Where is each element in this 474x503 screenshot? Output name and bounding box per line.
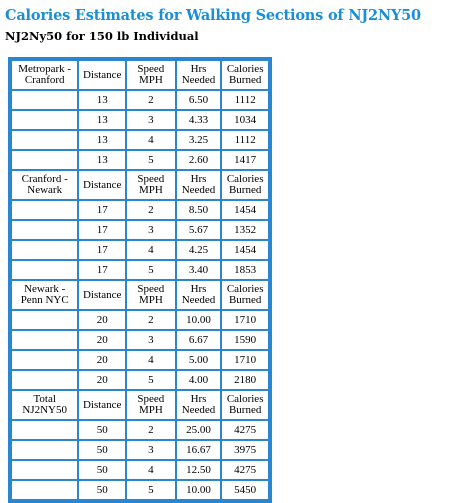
distance-cell: 17 bbox=[79, 241, 125, 259]
speed-cell: 4 bbox=[127, 461, 175, 479]
hours-cell: 12.50 bbox=[177, 461, 221, 479]
distance-cell: 50 bbox=[79, 441, 125, 459]
column-header: Speed MPH bbox=[127, 391, 175, 419]
column-header: Distance bbox=[79, 61, 125, 89]
table-row bbox=[12, 201, 268, 219]
table-row bbox=[12, 261, 268, 279]
hours-cell: 16.67 bbox=[177, 441, 221, 459]
section-header-row bbox=[12, 171, 268, 199]
table-row bbox=[12, 111, 268, 129]
speed-cell: 2 bbox=[127, 311, 175, 329]
calories-table-frame bbox=[8, 57, 272, 503]
table-row bbox=[12, 151, 268, 169]
column-header: Calories Burned bbox=[222, 61, 268, 89]
empty-cell bbox=[12, 371, 77, 389]
table-row bbox=[12, 221, 268, 239]
calories-cell: 4275 bbox=[222, 461, 268, 479]
empty-cell bbox=[12, 91, 77, 109]
empty-cell bbox=[12, 131, 77, 149]
empty-cell bbox=[12, 261, 77, 279]
section-name: Cranford - Newark bbox=[12, 171, 77, 199]
calories-cell: 5450 bbox=[222, 481, 268, 499]
section-header-row bbox=[12, 281, 268, 309]
speed-cell: 5 bbox=[127, 371, 175, 389]
hours-cell: 3.40 bbox=[177, 261, 221, 279]
section-header-row bbox=[12, 61, 268, 89]
table-row bbox=[12, 481, 268, 499]
table-row bbox=[12, 241, 268, 259]
table-row bbox=[12, 421, 268, 439]
speed-cell: 5 bbox=[127, 261, 175, 279]
calories-cell: 1352 bbox=[222, 221, 268, 239]
hours-cell: 6.50 bbox=[177, 91, 221, 109]
table-row bbox=[12, 351, 268, 369]
column-header: Calories Burned bbox=[222, 281, 268, 309]
column-header: Hrs Needed bbox=[177, 281, 221, 309]
distance-cell: 20 bbox=[79, 311, 125, 329]
empty-cell bbox=[12, 111, 77, 129]
distance-cell: 17 bbox=[79, 261, 125, 279]
distance-cell: 20 bbox=[79, 351, 125, 369]
speed-cell: 4 bbox=[127, 241, 175, 259]
calories-cell: 1112 bbox=[222, 131, 268, 149]
calories-table-body bbox=[12, 61, 268, 499]
hours-cell: 6.67 bbox=[177, 331, 221, 349]
hours-cell: 5.67 bbox=[177, 221, 221, 239]
calories-cell: 1454 bbox=[222, 201, 268, 219]
distance-cell: 13 bbox=[79, 91, 125, 109]
empty-cell bbox=[12, 311, 77, 329]
calories-cell: 1454 bbox=[222, 241, 268, 259]
speed-cell: 3 bbox=[127, 441, 175, 459]
speed-cell: 3 bbox=[127, 111, 175, 129]
distance-cell: 20 bbox=[79, 371, 125, 389]
calories-cell: 2180 bbox=[222, 371, 268, 389]
page-title: Calories Estimates for Walking Sections of NJ2NY50 bbox=[5, 7, 421, 24]
calories-cell: 4275 bbox=[222, 421, 268, 439]
speed-cell: 4 bbox=[127, 131, 175, 149]
calories-cell: 1710 bbox=[222, 311, 268, 329]
table-row bbox=[12, 131, 268, 149]
empty-cell bbox=[12, 441, 77, 459]
distance-cell: 17 bbox=[79, 201, 125, 219]
distance-cell: 13 bbox=[79, 111, 125, 129]
section-header-row bbox=[12, 391, 268, 419]
section-name: Metropark - Cranford bbox=[12, 61, 77, 89]
page-subtitle: NJ2Ny50 for 150 lb Individual bbox=[5, 29, 199, 43]
empty-cell bbox=[12, 481, 77, 499]
calories-cell: 1112 bbox=[222, 91, 268, 109]
hours-cell: 25.00 bbox=[177, 421, 221, 439]
calories-cell: 1034 bbox=[222, 111, 268, 129]
empty-cell bbox=[12, 461, 77, 479]
column-header: Hrs Needed bbox=[177, 391, 221, 419]
speed-cell: 4 bbox=[127, 351, 175, 369]
table-row bbox=[12, 331, 268, 349]
distance-cell: 50 bbox=[79, 481, 125, 499]
column-header: Hrs Needed bbox=[177, 171, 221, 199]
speed-cell: 5 bbox=[127, 151, 175, 169]
empty-cell bbox=[12, 241, 77, 259]
column-header: Speed MPH bbox=[127, 281, 175, 309]
table-row bbox=[12, 371, 268, 389]
calories-table bbox=[10, 59, 270, 501]
speed-cell: 2 bbox=[127, 201, 175, 219]
empty-cell bbox=[12, 201, 77, 219]
speed-cell: 3 bbox=[127, 331, 175, 349]
empty-cell bbox=[12, 221, 77, 239]
table-row bbox=[12, 91, 268, 109]
speed-cell: 5 bbox=[127, 481, 175, 499]
hours-cell: 8.50 bbox=[177, 201, 221, 219]
table-row bbox=[12, 461, 268, 479]
distance-cell: 20 bbox=[79, 331, 125, 349]
hours-cell: 3.25 bbox=[177, 131, 221, 149]
column-header: Hrs Needed bbox=[177, 61, 221, 89]
calories-cell: 1417 bbox=[222, 151, 268, 169]
hours-cell: 10.00 bbox=[177, 311, 221, 329]
hours-cell: 4.25 bbox=[177, 241, 221, 259]
column-header: Distance bbox=[79, 171, 125, 199]
speed-cell: 3 bbox=[127, 221, 175, 239]
section-name: Newark - Penn NYC bbox=[12, 281, 77, 309]
distance-cell: 13 bbox=[79, 131, 125, 149]
column-header: Distance bbox=[79, 281, 125, 309]
calories-cell: 1590 bbox=[222, 331, 268, 349]
speed-cell: 2 bbox=[127, 421, 175, 439]
distance-cell: 17 bbox=[79, 221, 125, 239]
table-row bbox=[12, 441, 268, 459]
column-header: Speed MPH bbox=[127, 61, 175, 89]
empty-cell bbox=[12, 351, 77, 369]
hours-cell: 4.00 bbox=[177, 371, 221, 389]
calories-cell: 1853 bbox=[222, 261, 268, 279]
hours-cell: 2.60 bbox=[177, 151, 221, 169]
calories-cell: 1710 bbox=[222, 351, 268, 369]
distance-cell: 50 bbox=[79, 421, 125, 439]
hours-cell: 5.00 bbox=[177, 351, 221, 369]
column-header: Calories Burned bbox=[222, 171, 268, 199]
table-row bbox=[12, 311, 268, 329]
empty-cell bbox=[12, 421, 77, 439]
section-name: Total NJ2NY50 bbox=[12, 391, 77, 419]
column-header: Speed MPH bbox=[127, 171, 175, 199]
column-header: Calories Burned bbox=[222, 391, 268, 419]
distance-cell: 13 bbox=[79, 151, 125, 169]
calories-cell: 3975 bbox=[222, 441, 268, 459]
distance-cell: 50 bbox=[79, 461, 125, 479]
hours-cell: 10.00 bbox=[177, 481, 221, 499]
empty-cell bbox=[12, 331, 77, 349]
empty-cell bbox=[12, 151, 77, 169]
column-header: Distance bbox=[79, 391, 125, 419]
speed-cell: 2 bbox=[127, 91, 175, 109]
hours-cell: 4.33 bbox=[177, 111, 221, 129]
